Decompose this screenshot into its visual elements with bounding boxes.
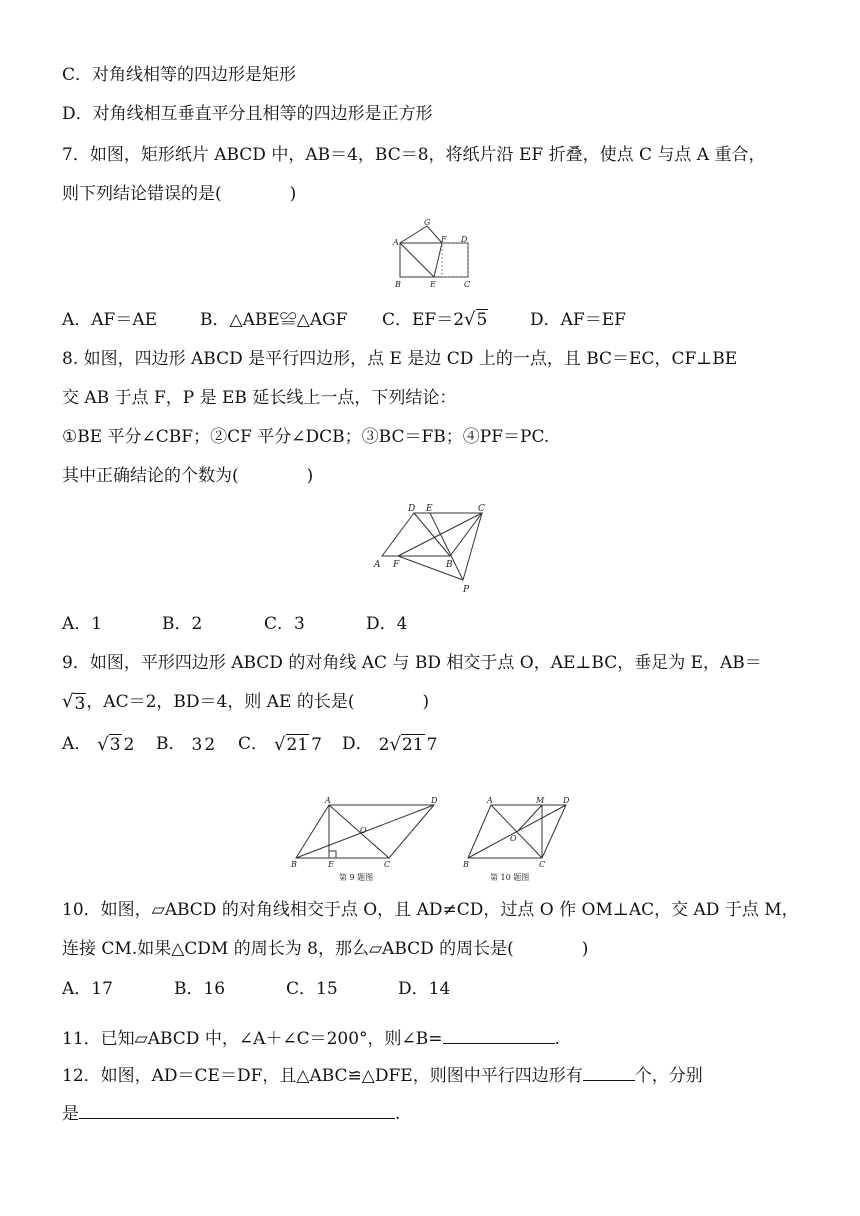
fig8-label-c: C (478, 504, 485, 514)
q7-option-c-radicand: 5 (476, 310, 488, 330)
sqrt-symbol: √ 3 (62, 691, 86, 714)
q9-options (62, 731, 441, 758)
q12-line2-label: 是 (62, 1104, 79, 1124)
fig9-label-d: D (431, 796, 438, 805)
q10-option-d[interactable]: D．14 (398, 979, 451, 999)
fig10-label-c: C (539, 860, 546, 869)
q9-radicand: 3 (74, 694, 86, 714)
q12-count-blank[interactable] (583, 1064, 635, 1081)
q10-option-c[interactable]: C．15 (286, 979, 338, 999)
fig10-label-b: B (463, 860, 469, 869)
fraction: √21 7 (272, 732, 322, 758)
fig9-label-c: C (384, 860, 391, 869)
q10-option-b[interactable]: B．16 (174, 979, 226, 999)
q11-stem: 11．已知▱ABCD 中，∠A＋∠C＝200°，则∠B= (62, 1029, 443, 1049)
fig7-label-a: A (393, 238, 399, 247)
fraction: √3 2 (95, 732, 134, 758)
q7-option-c[interactable] (382, 308, 530, 332)
q9-option-d-label: D． (342, 734, 373, 754)
q8-option-b[interactable]: B．2 (162, 614, 203, 634)
q9-option-c-den: 7 (311, 734, 322, 755)
q12-stem-tail: 个，分别 (634, 1066, 703, 1086)
q9-stem-line1: 9．如图，平形四边形 ABCD 的对角线 AC 与 BD 相交于点 O，AE⊥BC，垂足为 E，AB＝ (62, 653, 762, 673)
q8-stem-line2: 交 AB 于点 F，P 是 EB 延长线上一点，下列结论： (62, 388, 457, 408)
q9-option-b-den: 2 (204, 734, 216, 755)
q8-option-c[interactable]: C．3 (264, 614, 305, 634)
q7-stem-line1: 7．如图，矩形纸片 ABCD 中，AB＝4，BC＝8，将纸片沿 EF 折叠，使点 C 与点 A 重合， (62, 145, 766, 165)
q9-figure (284, 796, 450, 886)
q9-option-b-label: B． (156, 734, 186, 754)
q9-option-b-num: 3 (191, 734, 203, 755)
sqrt-symbol: √5 (464, 309, 488, 330)
fig10-label-o: O (510, 834, 517, 843)
q11-period: . (554, 1029, 560, 1049)
fig10-label-d: D (563, 796, 570, 805)
q9-option-a-label: A． (62, 734, 92, 754)
q8-stem-line4: 其中正确结论的个数为( ) (62, 466, 314, 486)
q10-figure (460, 796, 590, 886)
fig8-label-a: A (374, 560, 381, 570)
fig10-label-m: M (536, 796, 545, 805)
option-c-text: C．对角线相等的四边形是矩形 (62, 65, 297, 85)
fig8-label-p: P (463, 585, 470, 595)
fig9-label-o: O (360, 826, 367, 835)
q9-option-d-den: 7 (426, 734, 438, 755)
q9-option-d-num: 21 (401, 734, 424, 755)
fig9-label-a: A (325, 796, 331, 805)
fig8-label-d: D (408, 504, 416, 514)
fig7-label-b: B (395, 280, 401, 289)
q7-option-a[interactable]: A．AF＝AE (62, 310, 158, 330)
q9-option-a-num: 3 (109, 734, 121, 755)
fig9-caption: 第 9 题图 (339, 873, 374, 882)
fig7-label-f: F (441, 235, 447, 244)
fig9-label-b: B (291, 860, 297, 869)
fig7-label-g: G (424, 218, 431, 227)
fig9-label-e: E (328, 860, 334, 869)
q9-stem-line2-text: ，AC＝2，BD＝4，则 AE 的长是( ) (86, 692, 430, 712)
q9-option-d[interactable] (342, 731, 441, 758)
q12-line1 (62, 1064, 703, 1088)
q9-stem-line2 (62, 690, 429, 714)
q9-option-d-coef: 2 (378, 734, 390, 755)
q12-line2 (62, 1102, 400, 1126)
q8-option-d[interactable]: D．4 (366, 614, 408, 634)
q8-conclusions: ①BE 平分∠CBF；②CF 平分∠DCB；③BC＝FB；④PF＝PC. (62, 427, 550, 447)
q10-stem-line2: 连接 CM.如果△CDM 的周长为 8，那么▱ABCD 的周长是( ) (62, 939, 589, 959)
fig8-label-b: B (446, 560, 453, 570)
q8-stem-line1: 8. 如图，四边形 ABCD 是平行四边形，点 E 是边 CD 上的一点，且 BC＝EC，CF⊥BE (62, 349, 738, 369)
fig7-label-e: E (430, 280, 436, 289)
q7-figure (390, 218, 480, 292)
q12-stem: 12．如图，AD＝CE＝DF，且△ABC≌△DFE，则图中平行四边形有 (62, 1066, 583, 1086)
q11-answer-blank[interactable] (443, 1027, 555, 1044)
q8-figure (370, 500, 500, 600)
fraction (190, 732, 216, 758)
q11-line (62, 1027, 560, 1051)
fig8-label-f: F (393, 560, 400, 570)
fig7-label-c: C (464, 280, 471, 289)
q9-option-c[interactable] (238, 731, 342, 758)
q9-option-b[interactable] (156, 731, 238, 758)
fig10-caption: 第 10 题图 (490, 873, 530, 882)
q8-options (62, 612, 407, 636)
fig7-label-d: D (461, 235, 468, 244)
fig8-label-e: E (426, 504, 433, 514)
fig10-label-a: A (487, 796, 493, 805)
q12-list-blank[interactable] (79, 1102, 395, 1119)
q12-period: . (395, 1104, 401, 1124)
q7-stem-line2: 则下列结论错误的是( ) (62, 184, 297, 204)
q7-option-b[interactable]: B．△ABE≌△AGF (200, 310, 348, 330)
q7-option-c-label: C．EF＝2 (382, 310, 465, 330)
option-d-text: D．对角线相互垂直平分且相等的四边形是正方形 (62, 104, 433, 124)
q8-option-a[interactable]: A．1 (62, 614, 103, 634)
q9-option-c-label: C． (238, 734, 269, 754)
q9-option-a-den: 2 (123, 734, 135, 755)
fraction: 2√21 7 (377, 732, 438, 758)
q10-option-a[interactable]: A．17 (62, 979, 113, 999)
q10-stem-line1: 10．如图，▱ABCD 的对角线相交于点 O，且 AD≠CD，过点 O 作 OM⊥AC，交 AD 于点 M， (62, 900, 799, 920)
q7-options (62, 308, 626, 332)
q9-option-c-num: 21 (286, 734, 309, 755)
q10-options (62, 977, 450, 1001)
q9-option-a[interactable] (62, 731, 156, 758)
q7-option-d[interactable]: D．AF＝EF (530, 310, 626, 330)
